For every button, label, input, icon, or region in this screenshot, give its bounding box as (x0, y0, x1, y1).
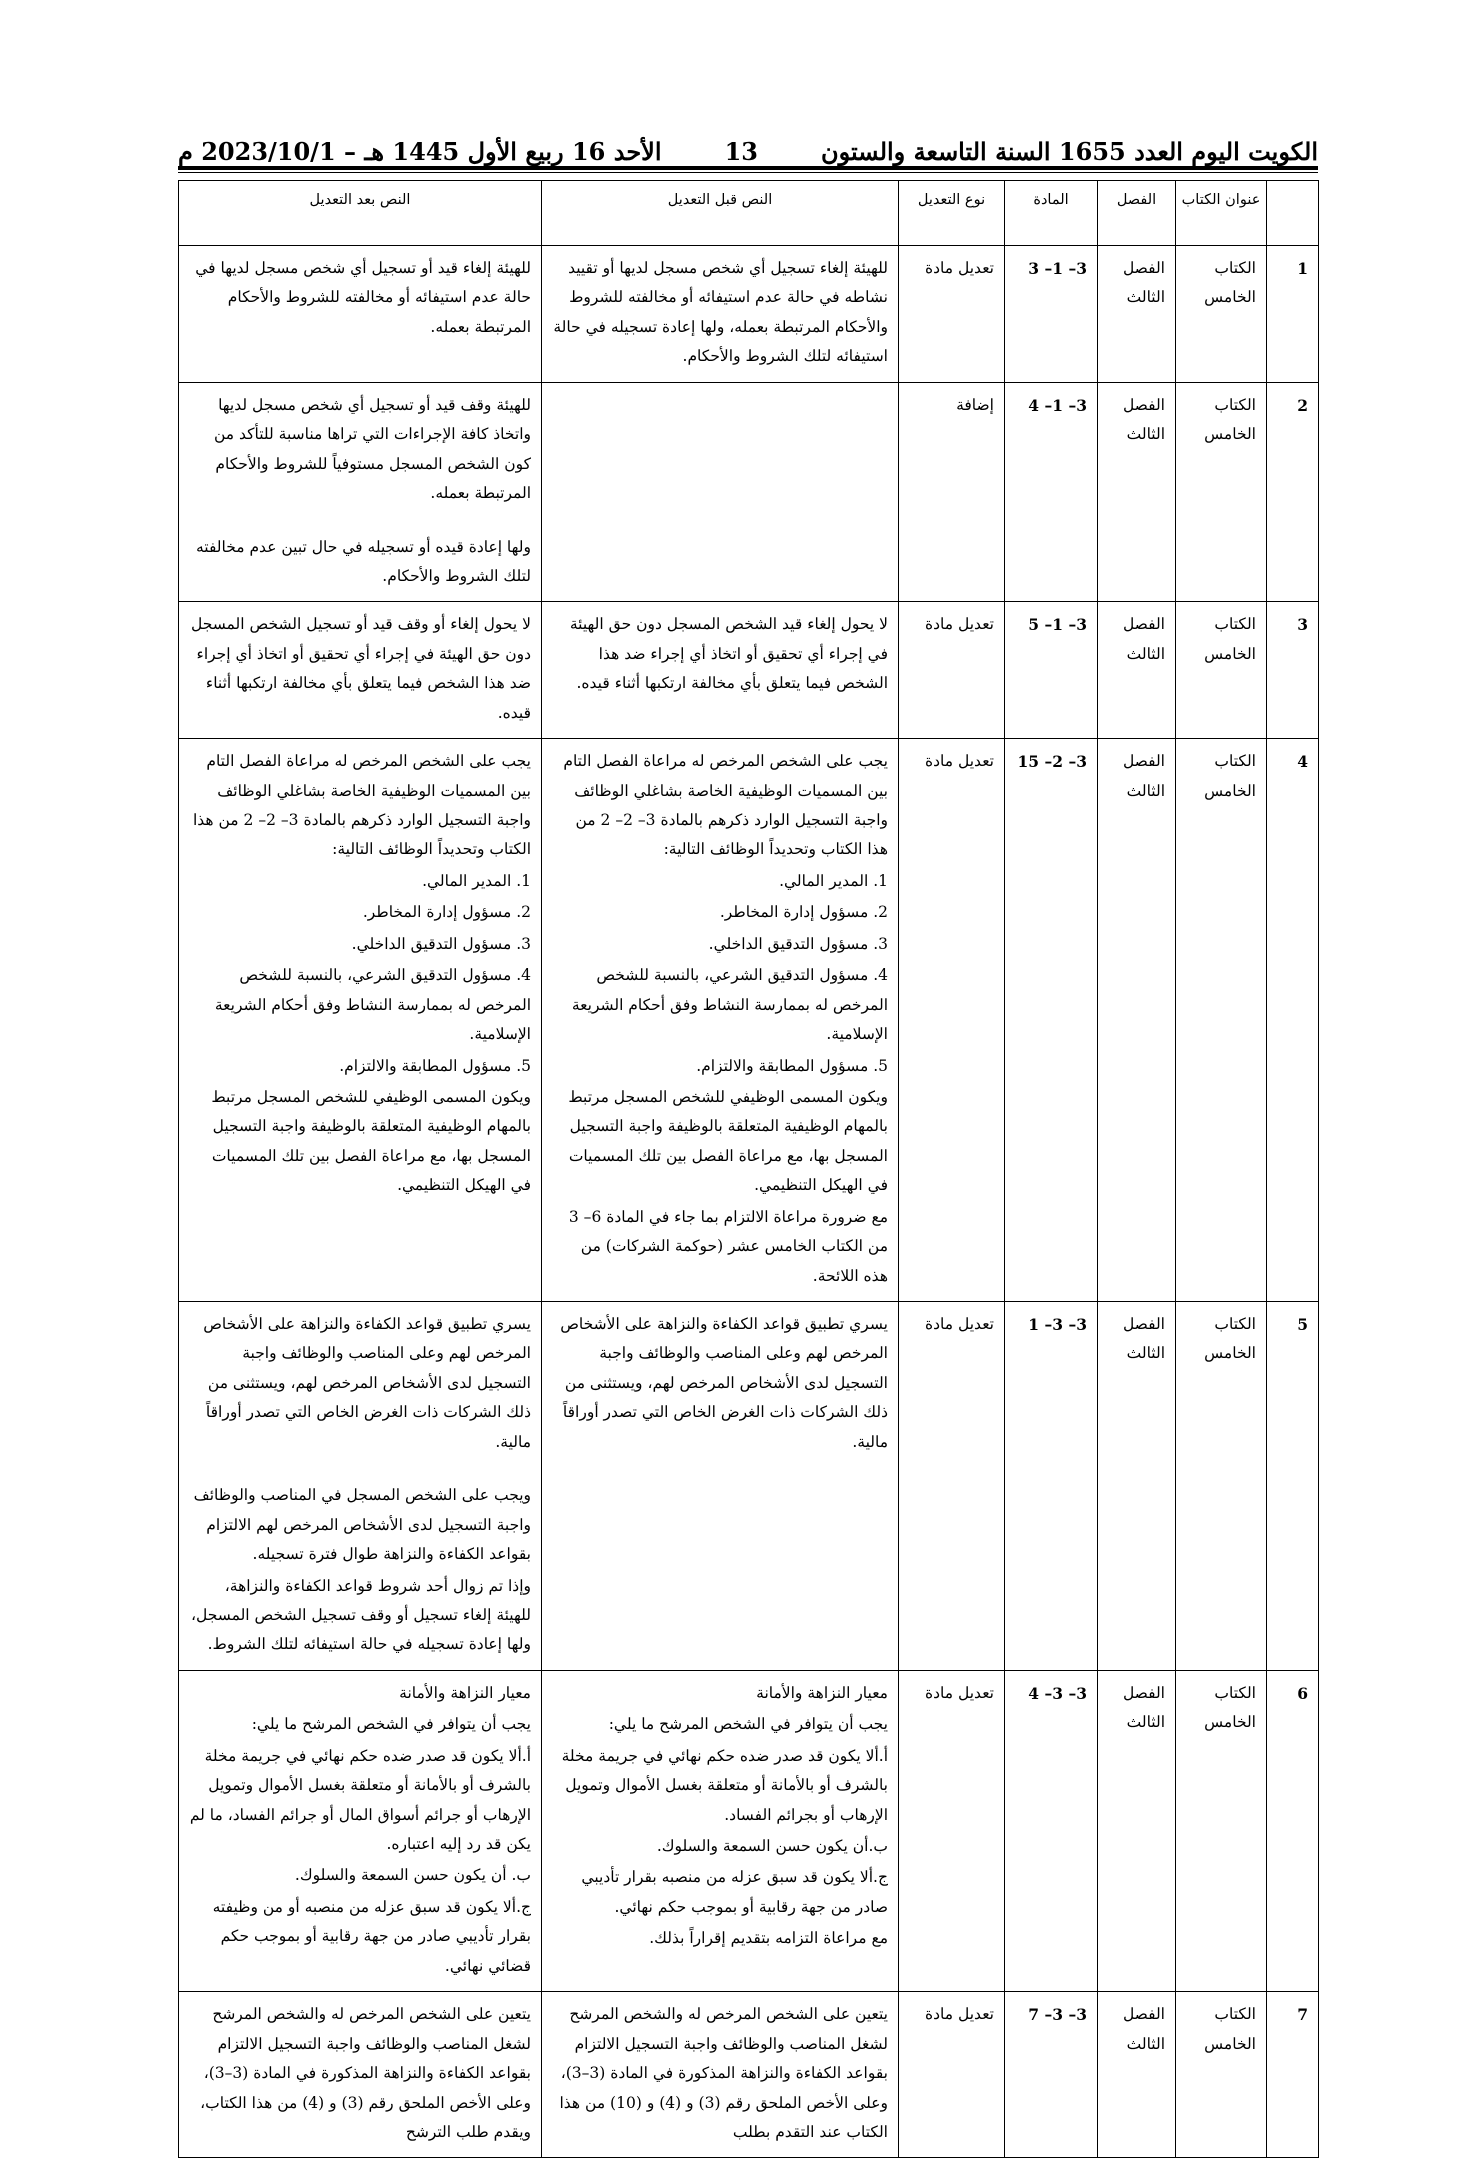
book-title-cell: الكتاب الخامس (1176, 1302, 1267, 1671)
paragraph: 2. مسؤول إدارة المخاطر. (362, 903, 531, 922)
amendments-table (178, 180, 1319, 2158)
row-number: 5 (1267, 1302, 1319, 1671)
book-title-cell: الكتاب الخامس (1176, 602, 1267, 739)
article-number-cell: 3– 2– 15 (1005, 739, 1098, 1302)
paragraph: للهيئة إلغاء تسجيل أي شخص مسجل لديها أو تقييد نشاطه في حالة عدم استيفائه أو مخالفته للشروط والأحكام المرتبطة بعمله، ولها إعادة تسجيله في حالة استيفائه لتلك الشروط والأحكام. (553, 259, 888, 366)
amendment-type-cell: تعديل مادة (899, 602, 1005, 739)
amendment-type-cell: تعديل مادة (899, 1992, 1005, 2158)
table-header-row (179, 181, 1319, 246)
amendment-type-cell: تعديل مادة (899, 739, 1005, 1302)
paragraph: معيار النزاهة والأمانة (756, 1683, 888, 1702)
paragraph: ب.أن يكون حسن السمعة والسلوك. (656, 1837, 888, 1855)
chapter-cell: الفصل الثالث (1098, 246, 1176, 383)
paragraph: 5. مسؤول المطابقة والالتزام. (339, 1056, 531, 1075)
paragraph: للهيئة إلغاء قيد أو تسجيل أي شخص مسجل لديها في حالة عدم استيفائه أو مخالفته للشروط والأحكام المرتبطة بعمله. (195, 259, 531, 336)
paragraph: مع ضرورة مراعاة الالتزام بما جاء في المادة 6– 3 من الكتاب الخامس عشر (حوكمة الشركات) من هذه اللائحة. (568, 1207, 888, 1285)
header-num (1267, 181, 1319, 246)
row-number: 7 (1267, 1992, 1319, 2158)
paragraph: ج.ألا يكون قد سبق عزله من منصبه أو من وظيفته بقرار تأديبي صادر من جهة رقابية أو بموجب حكم قضائي نهائي. (212, 1897, 531, 1975)
paragraph: لا يحول إلغاء أو وقف قيد أو تسجيل الشخص المسجل دون حق الهيئة في إجراء أي تحقيق أو اتخاذ أي إجراء ضد هذا الشخص فيما يتعلق بأي مخالفة ارتكبها أثناء قيده. (190, 615, 531, 722)
publication-info: الكويت اليوم العدد 1655 السنة التاسعة والستون (821, 137, 1318, 166)
paragraph: 3. مسؤول التدقيق الداخلي. (351, 934, 531, 953)
header-chapter: الفصل (1098, 181, 1176, 246)
book-title-cell: الكتاب الخامس (1176, 246, 1267, 383)
paragraph: 5. مسؤول المطابقة والالتزام. (696, 1056, 888, 1075)
table-row (179, 1670, 1319, 1991)
amendment-type-cell: إضافة (899, 382, 1005, 602)
article-number-cell: 3– 1– 3 (1005, 246, 1098, 383)
book-title-cell: الكتاب الخامس (1176, 739, 1267, 1302)
paragraph: يجب أن يتوافر في الشخص المرشح ما يلي: (251, 1715, 531, 1734)
paragraph: ولها إعادة قيده أو تسجيله في حال تبين عدم مخالفته لتلك الشروط والأحكام. (195, 537, 531, 585)
paragraph: ويكون المسمى الوظيفي للشخص المسجل مرتبط بالمهام الوظيفية المتعلقة بالوظيفة واجبة التسجيل المسجل بها، مع مراعاة الفصل بين تلك المسميات في الهيكل التنظيمي. (211, 1087, 531, 1195)
page-header (178, 118, 1318, 166)
book-title-cell: الكتاب الخامس (1176, 1670, 1267, 1991)
paragraph: 4. مسؤول التدقيق الشرعي، بالنسبة للشخص المرخص له بممارسة النشاط وفق أحكام الشريعة الإسلامية. (214, 966, 531, 1044)
row-number: 3 (1267, 602, 1319, 739)
paragraph: ب. أن يكون حسن السمعة والسلوك. (294, 1866, 531, 1885)
text-after-cell (179, 1302, 542, 1671)
header-book: عنوان الكتاب (1176, 181, 1267, 246)
chapter-cell: الفصل الثالث (1098, 1302, 1176, 1671)
text-before-cell (542, 739, 899, 1302)
text-before-cell (542, 1302, 899, 1671)
paragraph: يجب على الشخص المرخص له مراعاة الفصل التام بين المسميات الوظيفية الخاصة بشاغلي الوظائف واجبة التسجيل الوارد ذكرهم بالمادة 3– 2– 2 من هذا الكتاب وتحديداً الوظائف التالية: (192, 752, 531, 859)
table-row (179, 739, 1319, 1302)
chapter-cell: الفصل الثالث (1098, 1992, 1176, 2158)
table-row (179, 1992, 1319, 2158)
paragraph: للهيئة وقف قيد أو تسجيل أي شخص مسجل لديها واتخاذ كافة الإجراءات التي تراها مناسبة للتأكد من كون الشخص المسجل مستوفياً للشروط والأحكام المرتبطة بعمله. (213, 395, 531, 503)
paragraph: يسري تطبيق قواعد الكفاءة والنزاهة على الأشخاص المرخص لهم وعلى المناصب والوظائف واجبة التسجيل لدى الأشخاص المرخص لهم، ويستثنى من ذلك الشركات ذات الغرض الخاص التي تصدر أوراقاً مالية. (560, 1315, 888, 1451)
paragraph: 4. مسؤول التدقيق الشرعي، بالنسبة للشخص المرخص له بممارسة النشاط وفق أحكام الشريعة الإسلامية. (571, 966, 888, 1044)
paragraph: 1. المدير المالي. (779, 871, 888, 890)
paragraph: 1. المدير المالي. (422, 871, 531, 890)
paragraph: يجب أن يتوافر في الشخص المرشح ما يلي: (608, 1715, 888, 1734)
text-after-cell (179, 246, 542, 383)
paragraph: 2. مسؤول إدارة المخاطر. (719, 903, 888, 922)
paragraph: يتعين على الشخص المرخص له والشخص المرشح لشغل المناصب والوظائف واجبة التسجيل الالتزام بقواعد الكفاءة والنزاهة المذكورة في المادة (3–3)، وعلى الأخص الملحق رقم (3) و (4) من هذا الكتاب، ويقدم طلب الترشح (200, 2005, 531, 2141)
paragraph: لا يحول إلغاء قيد الشخص المسجل دون حق الهيئة في إجراء أي تحقيق أو اتخاذ أي إجراء ضد هذا الشخص فيما يتعلق بأي مخالفة ارتكبها أثناء قيده. (569, 615, 888, 693)
table-row (179, 246, 1319, 383)
row-number: 1 (1267, 246, 1319, 383)
amendment-type-cell: تعديل مادة (899, 1670, 1005, 1991)
header-rule-thin (178, 172, 1318, 173)
header-rule-thick (178, 166, 1318, 170)
paragraph: وإذا تم زوال أحد شروط قواعد الكفاءة والنزاهة، للهيئة إلغاء تسجيل أو وقف تسجيل الشخص المسجل، ولها إعادة تسجيله في حالة استيفائه لتلك الشروط. (191, 1576, 531, 1654)
header-text-after: النص بعد التعديل (179, 181, 542, 246)
chapter-cell: الفصل الثالث (1098, 382, 1176, 602)
paragraph: يسري تطبيق قواعد الكفاءة والنزاهة على الأشخاص المرخص لهم وعلى المناصب والوظائف واجبة التسجيل لدى الأشخاص المرخص لهم، ويستثنى من ذلك الشركات ذات الغرض الخاص التي تصدر أوراقاً مالية. (203, 1315, 531, 1451)
amendment-type-cell: تعديل مادة (899, 246, 1005, 383)
book-title-cell: الكتاب الخامس (1176, 1992, 1267, 2158)
text-before-cell (542, 246, 899, 383)
text-after-cell (179, 602, 542, 739)
paragraph: ج.ألا يكون قد سبق عزله من منصبه بقرار تأديبي صادر من جهة رقابية أو بموجب حكم نهائي. (581, 1868, 888, 1916)
text-after-cell (179, 1992, 542, 2158)
paragraph: 3. مسؤول التدقيق الداخلي. (708, 934, 888, 953)
row-number: 6 (1267, 1670, 1319, 1991)
chapter-cell: الفصل الثالث (1098, 1670, 1176, 1991)
table-body (179, 246, 1319, 2158)
paragraph: مع مراعاة التزامه بتقديم إقراراً بذلك. (649, 1929, 888, 1948)
chapter-cell: الفصل الثالث (1098, 739, 1176, 1302)
table-row (179, 602, 1319, 739)
article-number-cell: 3– 1– 5 (1005, 602, 1098, 739)
article-number-cell: 3– 1– 4 (1005, 382, 1098, 602)
paragraph: أ.ألا يكون قد صدر ضده حكم نهائي في جريمة مخلة بالشرف أو بالأمانة أو متعلقة بغسل الأموال وتمويل الإرهاب أو جرائم أسواق المال أو جرائم الفساد، ما لم يكن قد رد إليه اعتباره. (189, 1746, 531, 1853)
text-before-cell (542, 1992, 899, 2158)
book-title-cell: الكتاب الخامس (1176, 382, 1267, 602)
article-number-cell: 3– 3– 4 (1005, 1670, 1098, 1991)
amendment-type-cell: تعديل مادة (899, 1302, 1005, 1671)
paragraph: ويجب على الشخص المسجل في المناصب والوظائف واجبة التسجيل لدى الأشخاص المرخص لهم الالتزام بقواعد الكفاءة والنزاهة طوال فترة تسجيله. (193, 1486, 531, 1564)
page-number: 13 (724, 137, 758, 166)
row-number: 4 (1267, 739, 1319, 1302)
table-row (179, 382, 1319, 602)
paragraph: يتعين على الشخص المرخص له والشخص المرشح لشغل المناصب والوظائف واجبة التسجيل الالتزام بقواعد الكفاءة والنزاهة المذكورة في المادة (3–3)، وعلى الأخص الملحق رقم (3) و (4) و (10) من هذا الكتاب عند التقدم بطلب (559, 2005, 888, 2141)
article-number-cell: 3– 3– 1 (1005, 1302, 1098, 1671)
header-text-before: النص قبل التعديل (542, 181, 899, 246)
article-number-cell: 3– 3– 7 (1005, 1992, 1098, 2158)
row-number: 2 (1267, 382, 1319, 602)
paragraph: أ.ألا يكون قد صدر ضده حكم نهائي في جريمة مخلة بالشرف أو بالأمانة أو متعلقة بغسل الأموال وتمويل الإرهاب أو بجرائم الفساد. (561, 1746, 888, 1824)
header-article: المادة (1005, 181, 1098, 246)
table-row (179, 1302, 1319, 1671)
text-after-cell (179, 1670, 542, 1991)
chapter-cell: الفصل الثالث (1098, 602, 1176, 739)
text-after-cell (179, 739, 542, 1302)
text-before-cell (542, 602, 899, 739)
text-after-cell (179, 382, 542, 602)
text-before-cell (542, 1670, 899, 1991)
paragraph: معيار النزاهة والأمانة (399, 1683, 531, 1702)
paragraph: يجب على الشخص المرخص له مراعاة الفصل التام بين المسميات الوظيفية الخاصة بشاغلي الوظائف واجبة التسجيل الوارد ذكرهم بالمادة 3– 2– 2 من هذا الكتاب وتحديداً الوظائف التالية: (563, 752, 888, 859)
issue-date: الأحد 16 ربيع الأول 1445 هـ – 2023/10/1 م (178, 137, 662, 166)
paragraph: ويكون المسمى الوظيفي للشخص المسجل مرتبط بالمهام الوظيفية المتعلقة بالوظيفة واجبة التسجيل المسجل بها، مع مراعاة الفصل بين تلك المسميات في الهيكل التنظيمي. (568, 1087, 888, 1195)
text-before-cell (542, 382, 899, 602)
header-amendment-type: نوع التعديل (899, 181, 1005, 246)
